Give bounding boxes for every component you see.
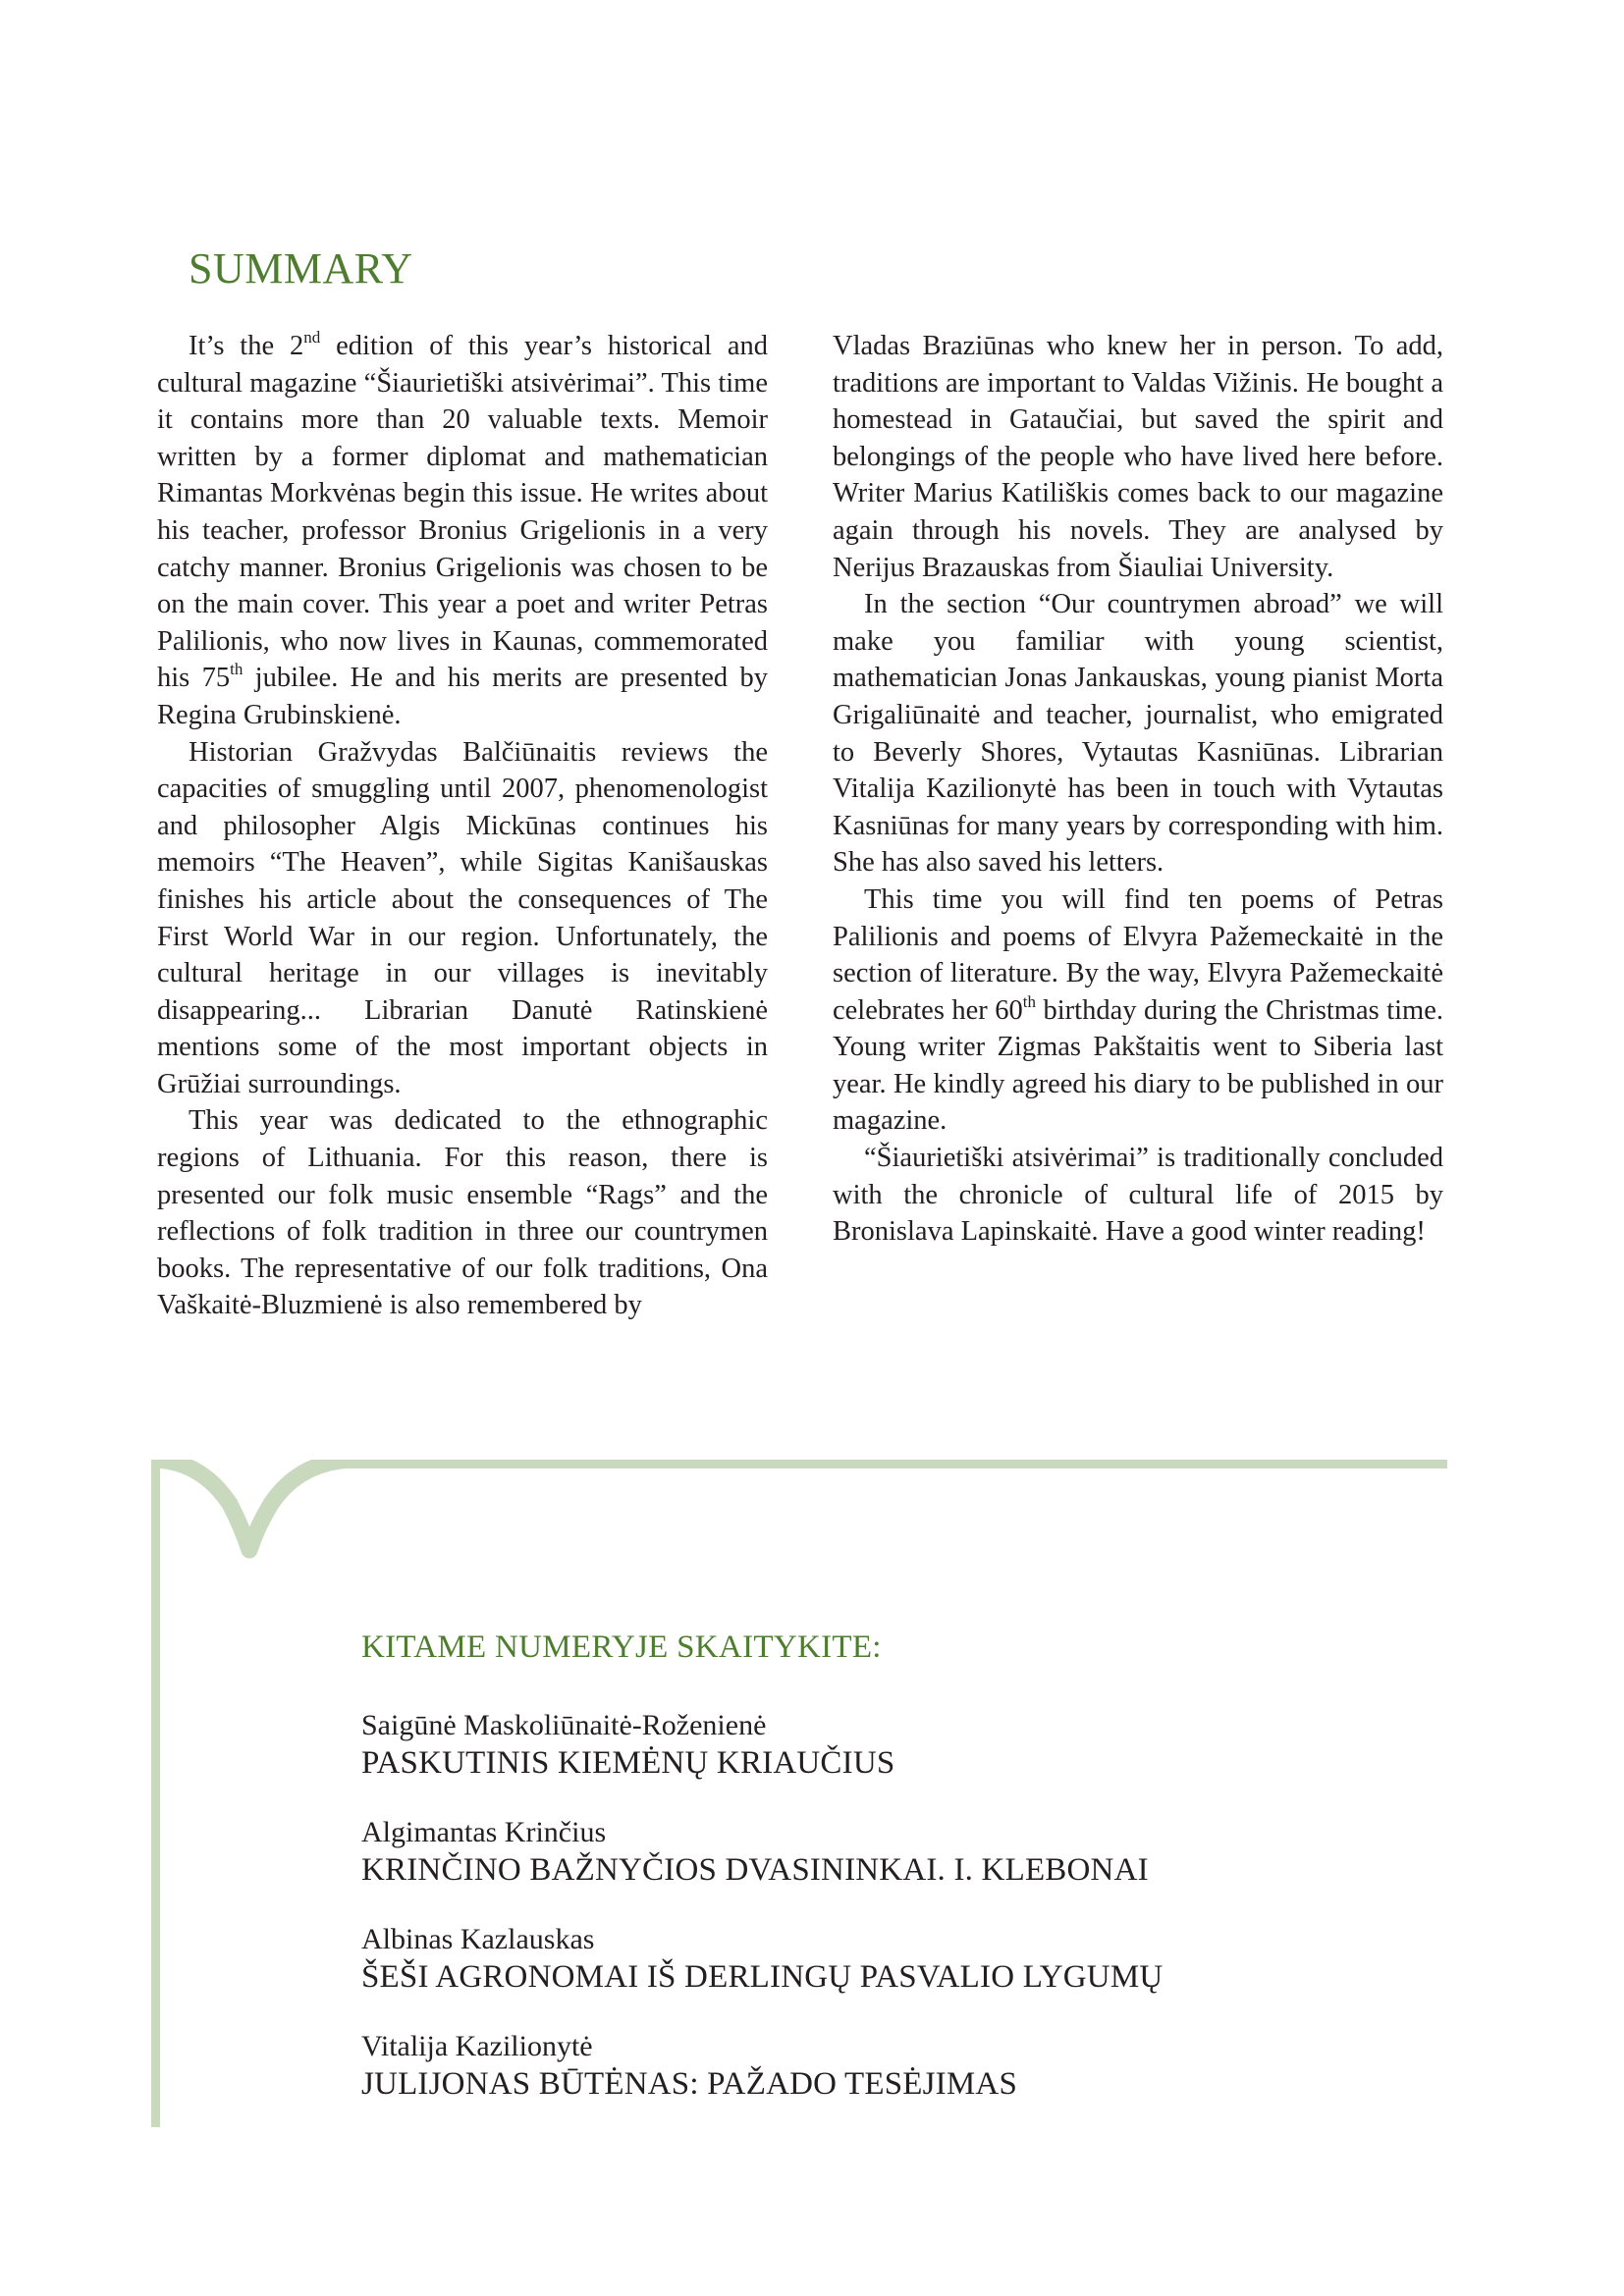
summary-paragraph-4: Vladas Braziūnas who knew her in person. To add, traditions are important to Valdas Vižinis. He bought a homestead in Gataučiai, but saved the spirit and belongings of the people who have lived here before. Writer Marius Katiliškis comes back to our magazine again through his novels. They are analysed by Nerijus Brazauskas from Šiauliai University. xyxy=(833,331,1443,583)
article-author: Albinas Kazlauskas xyxy=(361,1923,595,1955)
article-title: ŠEŠI AGRONOMAI IŠ DERLINGŲ PASVALIO LYGUMŲ xyxy=(361,1959,1164,1995)
next-issue-item xyxy=(361,1922,1441,1997)
article-title: KRINČINO BAŽNYČIOS DVASININKAI. I. KLEBONAI xyxy=(361,1852,1149,1888)
next-issue-title: KITAME NUMERYJE SKAITYKITE: xyxy=(361,1629,882,1665)
next-issue-list xyxy=(361,1708,1441,2136)
summary-paragraph-5: In the section “Our countrymen abroad” we will make you familiar with young scientist, mathematician Jonas Jankauskas, young pianist Morta Grigaliūnaitė and teacher, journalist, who emigrated to Beverly Shores, Vytautas Kasniūnas. Librarian Vitalija Kazilionytė has been in touch with Vytautas Kasniūnas for many years by corresponding with him. She has also saved his letters. xyxy=(833,589,1443,879)
summary-title: SUMMARY xyxy=(189,244,413,293)
summary-paragraph-1 xyxy=(157,328,768,734)
frame-top-bar xyxy=(348,1460,1447,1468)
superscript: th xyxy=(230,660,244,679)
paragraph-text: It’s the 2 xyxy=(189,331,304,361)
superscript: th xyxy=(1022,991,1037,1011)
summary-right-column xyxy=(833,328,1443,1324)
summary-paragraph-7: “Šiaurietiški atsivėrimai” is traditionally concluded with the chronicle of cultural life of 2015 by Bronislava Lapinskaitė. Have a good winter reading! xyxy=(833,1143,1443,1248)
next-issue-item xyxy=(361,1708,1441,1783)
article-author: Saigūnė Maskoliūnaitė-Roženienė xyxy=(361,1709,767,1741)
superscript: nd xyxy=(303,328,321,347)
paragraph-text: edition of this year’s historical and cultural magazine “Šiaurietiški atsivėrimai”. This time it contains more than 20 valuable texts. Memoir written by a former diplomat and mathematician Rimantas Morkvėnas begin this issue. He writes about his teacher, professor Bronius Grigelionis in a very catchy manner. Bronius Grigelionis was chosen to be on the main cover. This year a poet and writer Petras Palilionis, who now lives in Kaunas, commemorated his 75 xyxy=(157,331,768,694)
summary-columns xyxy=(157,328,1443,1324)
article-author: Vitalija Kazilionytė xyxy=(361,2030,593,2062)
next-issue-item xyxy=(361,1815,1441,1890)
frame-left-bar xyxy=(151,1460,160,2127)
paragraph-text: birthday during the Christmas time. Young writer Zigmas Pakštaitis went to Siberia last year. He kindly agreed his diary to be published in our magazine. xyxy=(833,994,1443,1137)
summary-paragraph-3: This year was dedicated to the ethnographic regions of Lithuania. For this reason, there is presented our folk music ensemble “Rags” and the reflections of folk tradition in three our countrymen books. The representative of our folk traditions, Ona Vaškaitė-Bluzmienė is also remembered by xyxy=(157,1105,768,1321)
paragraph-text: jubilee. He and his merits are presented by Regina Grubinskienė. xyxy=(157,663,768,730)
summary-left-column xyxy=(157,328,768,1324)
summary-paragraph-2: Historian Gražvydas Balčiūnaitis reviews the capacities of smuggling until 2007, phenomenologist and philosopher Algis Mickūnas continues his memoirs “The Heaven”, while Sigitas Kanišauskas finishes his article about the consequences of The First World War in our region. Unfortunately, the cultural heritage in our villages is inevitably disappearing... Librarian Danutė Ratinskienė mentions some of the most important objects in Grūžiai surroundings. xyxy=(157,736,768,1099)
next-issue-item xyxy=(361,2029,1441,2104)
summary-paragraph-6 xyxy=(833,881,1443,1140)
paragraph-text: This time you will find ten poems of Petras Palilionis and poems of Elvyra Pažemeckaitė in the section of literature. By the way, Elvyra Pažemeckaitė celebrates her 60 xyxy=(833,883,1443,1026)
article-title: PASKUTINIS KIEMĖNŲ KRIAUČIUS xyxy=(361,1745,895,1781)
article-title: JULIJONAS BŪTĖNAS: PAŽADO TESĖJIMAS xyxy=(361,2066,1017,2102)
article-author: Algimantas Krinčius xyxy=(361,1816,607,1848)
